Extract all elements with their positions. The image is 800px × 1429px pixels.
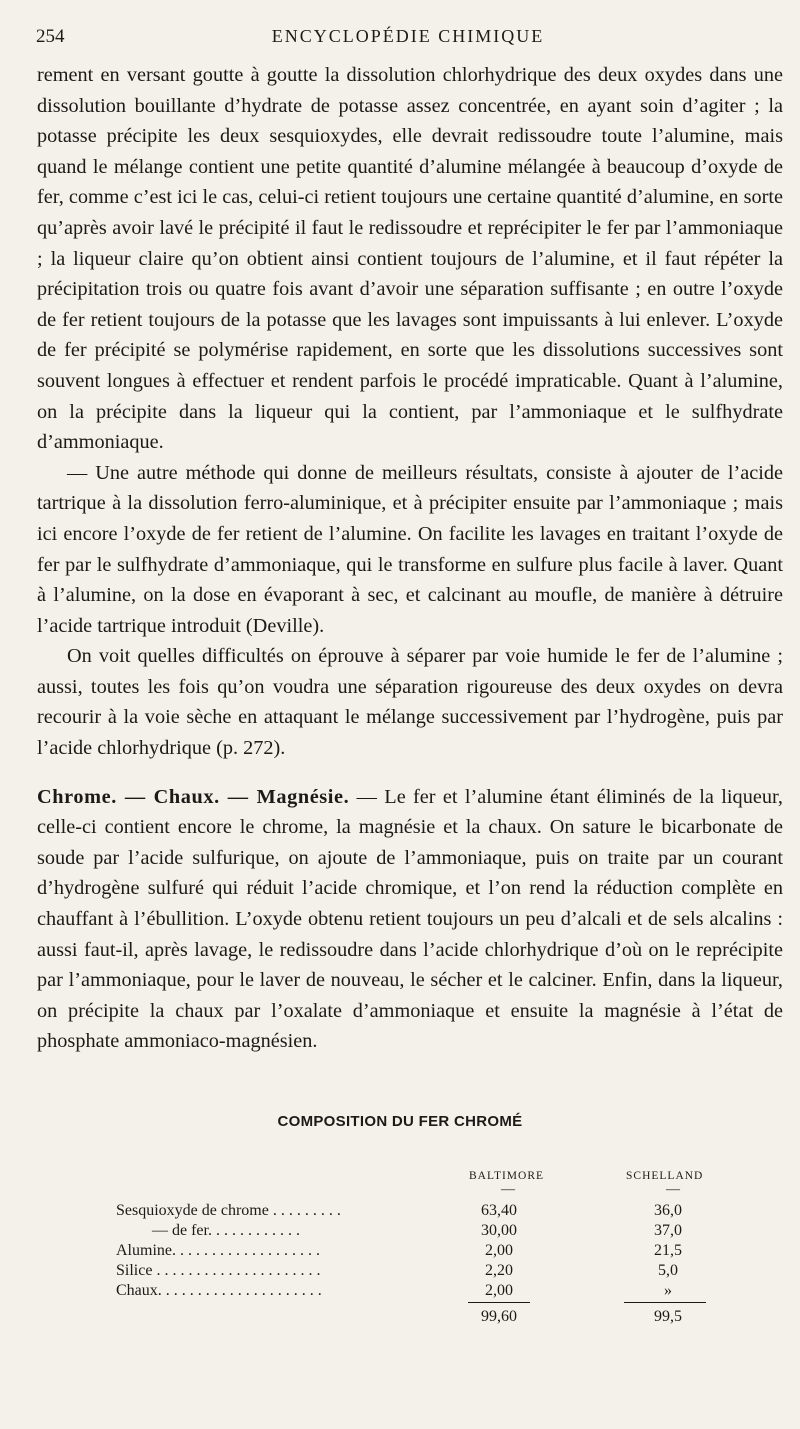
table-row: [116, 1202, 716, 1222]
paragraph-1: rement en versant goutte à goutte la dissolution chlorhydrique des deux oxydes dans une dissolution bouillante d’hydrate de potasse assez concentrée, en ayant soin d’agiter ; la potasse précipite les deux sesquioxydes, elle devrait redissoudre toute l’alumine, mais quand le mélange contient une petite quantité d’alumine mélangée à beaucoup d’oxyde de fer, comme c’est ici le cas, celui-ci retient toujours une certaine quantité d’alumine, en sorte qu’après avoir lavé le précipité il faut le redissoudre et reprécipiter le fer par l’ammoniaque ; la liqueur claire qu’on obtient ainsi contient toujours de l’alumine, et il faut répéter la précipitation trois ou quatre fois avant d’avoir une séparation suffisante ; en outre l’oxyde de fer retient toujours de la potasse que les lavages sont impuissants à lui enlever. L’oxyde de fer précipité se polymérise rapidement, en sorte que les dissolutions successives sont souvent longues à effectuer et rendent parfois le procédé impraticable. Quant à l’alumine, on la précipite dans la liqueur qui la contient, par l’ammoniaque et le sulfhydrate d’ammoniaque.: [37, 64, 783, 454]
page-header: [36, 26, 780, 50]
row-label: Chaux. . . . . . . . . . . . . . . . . . . . .: [116, 1282, 322, 1299]
column-dash: —: [666, 1182, 680, 1197]
value-baltimore: 2,20: [485, 1262, 513, 1279]
column-header-baltimore: BALTIMORE: [469, 1170, 545, 1182]
table-row: [116, 1282, 716, 1302]
value-schelland: »: [664, 1282, 672, 1299]
paragraph-2: — Une autre méthode qui donne de meilleurs résultats, consiste à ajouter de l’acide tartrique à la dissolution ferro-aluminique, et à précipiter ensuite par l’ammoniaque ; mais ici encore l’oxyde de fer retient de l’alumine. On facilite les lavages en traitant l’oxyde de fer par le sulfhydrate d’ammoniaque, qui le transforme en sulfure plus facile à laver. Quant à l’alumine, on la dose en évaporant à sec, et calcinant au moufle, de manière à détruire l’acide tartrique introduit (Deville).: [37, 461, 783, 637]
running-title: ENCYCLOPÉDIE CHIMIQUE: [271, 26, 545, 46]
row-label: Silice . . . . . . . . . . . . . . . . . . . . .: [116, 1262, 321, 1279]
body-text: [37, 60, 783, 1057]
value-schelland: 36,0: [654, 1202, 682, 1219]
column-dash: —: [501, 1182, 515, 1197]
row-label: — de fer. . . . . . . . . . . .: [152, 1222, 300, 1239]
value-baltimore: 2,00: [485, 1242, 513, 1259]
value-schelland: 21,5: [654, 1242, 682, 1259]
page-number: 254: [36, 26, 65, 47]
value-schelland: 5,0: [658, 1262, 678, 1279]
value-baltimore: 30,00: [481, 1222, 517, 1239]
total-baltimore: 99,60: [481, 1308, 517, 1325]
section-heading: Chrome. — Chaux. — Magnésie.: [37, 785, 350, 808]
section-paragraph: [37, 782, 783, 1057]
value-baltimore: 63,40: [481, 1202, 517, 1219]
row-label: Sesquioxyde de chrome . . . . . . . . .: [116, 1202, 341, 1219]
table-row: [116, 1242, 716, 1262]
section-text: — Le fer et l’alumine étant éliminés de la liqueur, celle-ci contient encore le chrome, la magnésie et la chaux. On sature le bicarbonate de soude par l’acide sulfurique, on ajoute de l’ammoniaque, puis on traite par un courant d’hydrogène sulfuré qui réduit l’acide chromique, et l’on rend la réduction complète en chauffant à l’ébullition. L’oxyde obtenu retient toujours un peu d’alcali et de sels alcalins : aussi faut-il, après lavage, le redissoudre dans l’acide chlorhydrique d’où on le reprécipite par l’ammoniaque, pour le laver de nouveau, le sécher et le calciner. Enfin, dans la liqueur, on précipite la chaux par l’oxalate d’ammoniaque et ensuite la magnésie à l’état de phosphate ammoniaco-magnésien.: [37, 785, 783, 1053]
table-row: [116, 1222, 716, 1242]
total-rule: [468, 1302, 530, 1303]
total-schelland: 99,5: [654, 1308, 682, 1325]
paragraph-3: On voit quelles difficultés on éprouve à séparer par voie humide le fer de l’alumine ; aussi, toutes les fois qu’on voudra une séparation rigoureuse des deux oxydes on devra recourir à la voie sèche en attaquant le mélange successivement par l’hydrogène, puis par l’acide chlorhydrique (p. 272).: [37, 645, 783, 760]
table-title: COMPOSITION DU FER CHROMÉ: [277, 1113, 523, 1130]
value-schelland: 37,0: [654, 1222, 682, 1239]
value-baltimore: 2,00: [485, 1282, 513, 1299]
table-row: [116, 1262, 716, 1282]
column-header-schelland: SCHELLAND: [626, 1170, 704, 1182]
total-rule: [624, 1302, 706, 1303]
row-label: Alumine. . . . . . . . . . . . . . . . . . .: [116, 1242, 320, 1259]
